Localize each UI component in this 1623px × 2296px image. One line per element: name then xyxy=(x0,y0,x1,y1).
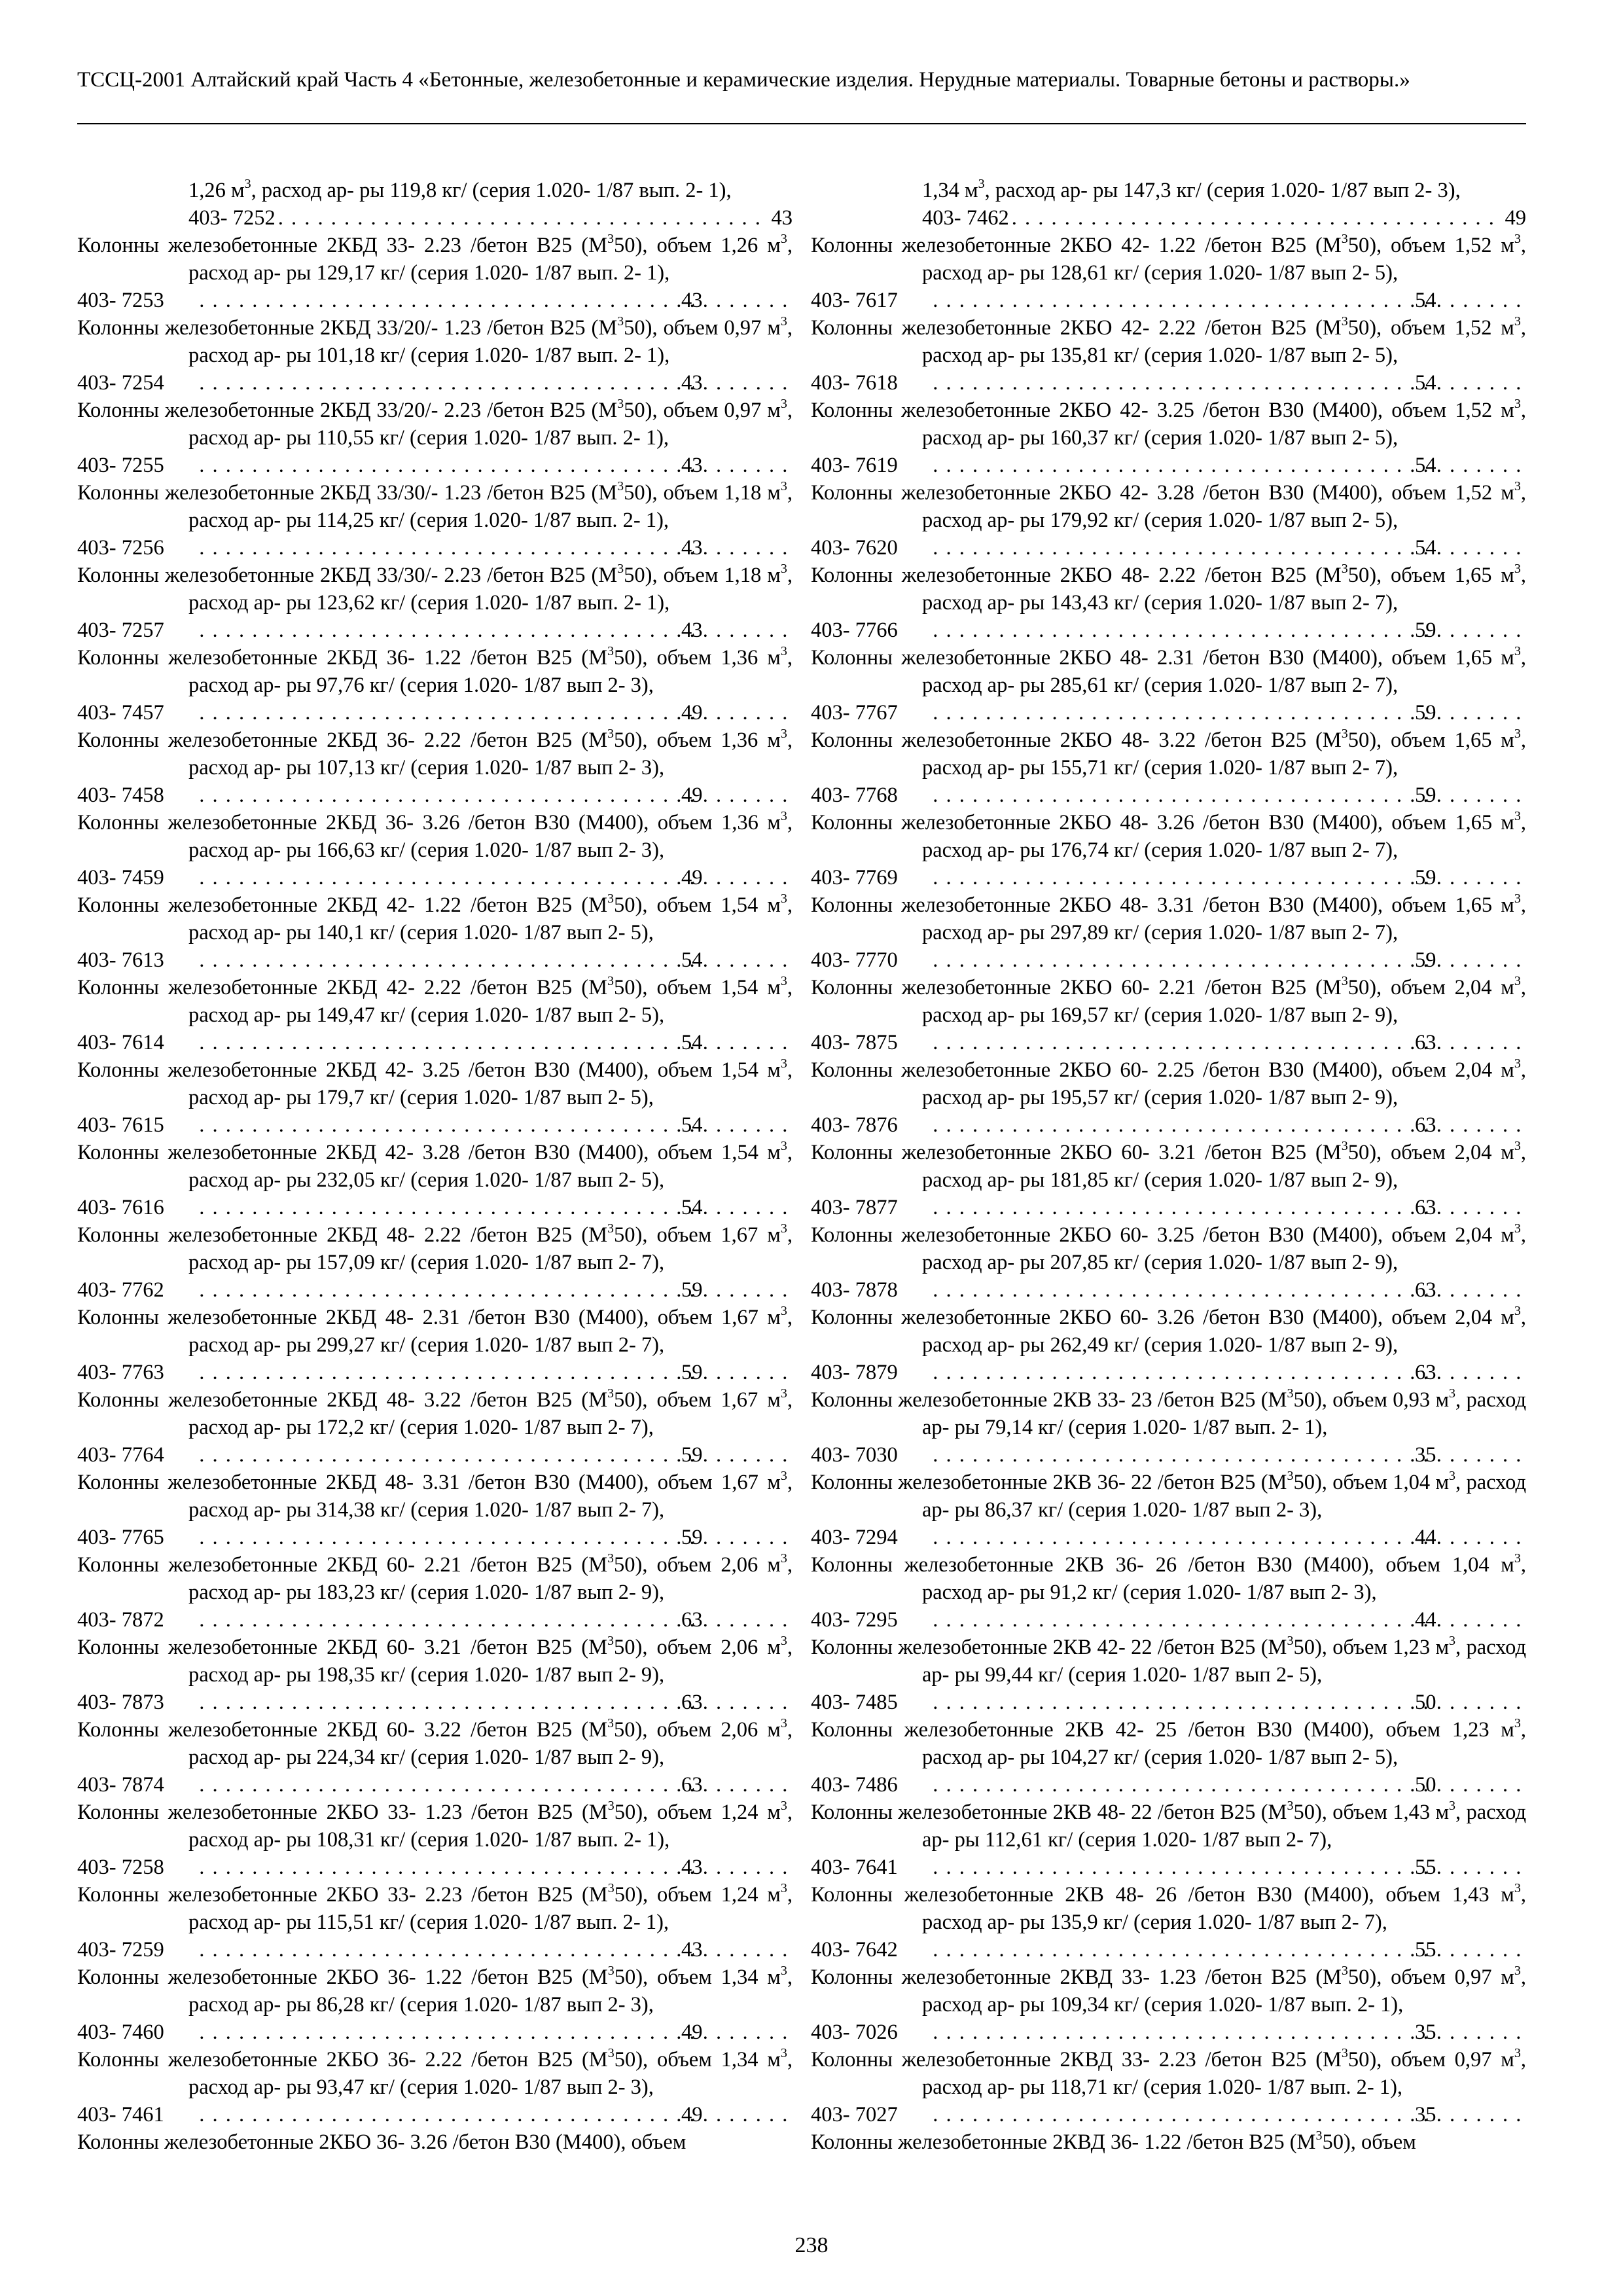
superscript: 3 xyxy=(1514,974,1521,988)
superscript: 3 xyxy=(607,1221,615,1236)
entry-text: Колонны железобетонные 2КБД 42- 3.28 /бетон В30 (М400), объем 1,54 $м^3$, расход ар- ры 232,05 кг/ (серия 1.020- 1/87 вып 2- 5), xyxy=(77,1139,793,1192)
superscript: 3 xyxy=(780,1551,787,1566)
entry-leader xyxy=(922,204,1526,232)
superscript: 3 xyxy=(1341,562,1348,576)
superscript: 3 xyxy=(1449,1634,1456,1648)
entry-leader xyxy=(188,204,793,232)
index-entry xyxy=(811,562,1526,644)
entry-leader: 403- 7295 . . . 44 xyxy=(922,1606,1526,1634)
entry-leader: 403- 7458 . . . 49 xyxy=(188,781,793,809)
index-entry xyxy=(77,232,793,314)
index-entry xyxy=(77,1056,793,1139)
dot-leader xyxy=(1012,204,1503,232)
superscript: 3 xyxy=(780,479,787,493)
header-rule xyxy=(77,123,1526,124)
entry-leader: 403- 7874 . . . 63 xyxy=(188,1771,793,1799)
entry-text: Колонны железобетонные 2КБО 42- 1.22 /бетон В25 $(М^350)$, объем 1,52 $м^3$, расход ар- ры 128,61 кг/ (серия 1.020- 1/87 вып 2- 5), xyxy=(811,232,1526,285)
superscript: 3 xyxy=(617,479,624,493)
entry-leader: 403- 7460 . . . 49 xyxy=(188,2018,793,2046)
entry-leader: 403- 7254 . . . 43 xyxy=(188,369,793,397)
entry-text: Колонны железобетонные 2КБД 60- 2.21 /бетон В25 $(М^350)$, объем 2,06 $м^3$, расход ар- ры 183,23 кг/ (серия 1.020- 1/87 вып 2- 9), xyxy=(77,1551,793,1604)
entry-code: 403- 7252 xyxy=(188,206,276,230)
superscript: 3 xyxy=(780,397,787,411)
superscript: 3 xyxy=(780,1386,787,1401)
superscript: 3 xyxy=(780,1139,787,1153)
index-entry xyxy=(811,1716,1526,1799)
entry-text: Колонны железобетонные 2КВ 42- 22 /бетон В25 $(М^350)$, объем 1,23 $м^3$, расход ар- ры 99,44 кг/ (серия 1.020- 1/87 вып 2- 5), xyxy=(811,1634,1526,1687)
entry-text: Колонны железобетонные 2КБО 36- 3.26 /бетон В30 (М400), объем xyxy=(77,2130,687,2154)
entry-text: Колонны железобетонные 2КБД 33/30/- 1.23 /бетон В25 $(М^350)$, объем 1,18 $м^3$, расход ар- ры 114,25 кг/ (серия 1.020- 1/87 вып. 2- 1), xyxy=(77,479,793,532)
entry-text: Колонны железобетонные 2КВ 48- 26 /бетон В30 (М400), объем 1,43 $м^3$, расход ар- ры 135,9 кг/ (серия 1.020- 1/87 вып 2- 7), xyxy=(811,1881,1526,1934)
entry-leader: 403- 7879 . . . 63 xyxy=(922,1359,1526,1386)
page-header: ТССЦ-2001 Алтайский край Часть 4 «Бетонные, железобетонные и керамические изделия. Нерудные материалы. Товарные бетоны и растворы.» xyxy=(77,68,1410,92)
entry-leader: 403- 7769 . . . 59 xyxy=(922,864,1526,891)
superscript: 3 xyxy=(780,562,787,576)
index-entry xyxy=(811,232,1526,314)
superscript: 3 xyxy=(780,232,787,246)
entry-text: Колонны железобетонные 2КБД 42- 2.22 /бетон В25 $(М^350)$, объем 1,54 $м^3$, расход ар- ры 149,47 кг/ (серия 1.020- 1/87 вып 2- 5), xyxy=(77,974,793,1027)
index-entry xyxy=(811,1469,1526,1551)
entry-text: Колонны железобетонные 2КБО 42- 3.25 /бетон В30 (М400), объем 1,52 $м^3$, расход ар- ры 160,37 кг/ (серия 1.020- 1/87 вып 2- 5), xyxy=(811,397,1526,450)
index-entry xyxy=(77,479,793,562)
index-entry xyxy=(811,1304,1526,1386)
superscript: 3 xyxy=(617,562,624,576)
index-entry xyxy=(811,1056,1526,1139)
index-entry xyxy=(77,974,793,1056)
entry-leader: 403- 7259 . . . 43 xyxy=(188,1936,793,1964)
index-entry xyxy=(77,1551,793,1634)
entry-leader: 403- 7763 . . . 59 xyxy=(188,1359,793,1386)
index-entry xyxy=(77,1221,793,1304)
entry-leader: 403- 7767 . . . 59 xyxy=(922,699,1526,726)
superscript: 3 xyxy=(780,1469,787,1483)
entry-text: Колонны железобетонные 2КБД 48- 2.31 /бетон В30 (М400), объем 1,67 $м^3$, расход ар- ры 299,27 кг/ (серия 1.020- 1/87 вып 2- 7), xyxy=(77,1304,793,1357)
superscript: 3 xyxy=(607,1386,615,1401)
entry-leader: 403- 7614 . . . 54 xyxy=(188,1029,793,1056)
entry-page: 43 xyxy=(771,206,793,230)
index-entry xyxy=(811,1964,1526,2046)
entry-text: Колонны железобетонные 2КБО 48- 3.31 /бетон В30 (М400), объем 1,65 $м^3$, расход ар- ры 297,89 кг/ (серия 1.020- 1/87 вып 2- 7), xyxy=(811,891,1526,944)
superscript: 3 xyxy=(1287,1799,1294,1813)
entry-text: Колонны железобетонные 2КБО 42- 2.22 /бетон В25 $(М^350)$, объем 1,52 $м^3$, расход ар- ры 135,81 кг/ (серия 1.020- 1/87 вып 2- 5), xyxy=(811,314,1526,367)
superscript: 3 xyxy=(780,1221,787,1236)
entry-text: Колонны железобетонные 2КБД 33/20/- 1.23 /бетон В25 $(М^350)$, объем 0,97 $м^3$, расход ар- ры 101,18 кг/ (серия 1.020- 1/87 вып. 2- 1), xyxy=(77,314,793,367)
index-entry-continued xyxy=(811,177,1526,232)
superscript: 3 xyxy=(1287,1386,1294,1401)
entry-leader: 403- 7619 . . . 54 xyxy=(922,452,1526,479)
superscript: 3 xyxy=(1514,397,1521,411)
entry-leader: 403- 7641 . . . 55 xyxy=(922,1854,1526,1881)
index-entry xyxy=(811,2128,1526,2156)
superscript: 3 xyxy=(1514,232,1521,246)
superscript: 3 xyxy=(1514,1304,1521,1318)
entry-text: Колонны железобетонные 2КБО 60- 2.25 /бетон В30 (М400), объем 2,04 $м^3$, расход ар- ры 195,57 кг/ (серия 1.020- 1/87 вып 2- 9), xyxy=(811,1056,1526,1109)
superscript: 3 xyxy=(780,1799,787,1813)
superscript: 3 xyxy=(780,1964,787,1978)
superscript: 3 xyxy=(607,1881,615,1895)
superscript: 3 xyxy=(1514,891,1521,906)
entry-text: Колонны железобетонные 2КБД 33/20/- 2.23 /бетон В25 $(М^350)$, объем 0,97 $м^3$, расход ар- ры 110,55 кг/ (серия 1.020- 1/87 вып. 2- 1), xyxy=(77,397,793,450)
entry-text: Колонны железобетонные 2КБО 48- 2.22 /бетон В25 $(М^350)$, объем 1,65 $м^3$, расход ар- ры 143,43 кг/ (серия 1.020- 1/87 вып 2- 7), xyxy=(811,562,1526,615)
superscript: 3 xyxy=(607,644,615,658)
entry-leader: 403- 7294 . . . 44 xyxy=(922,1524,1526,1551)
index-entry xyxy=(77,644,793,726)
entry-leader: 403- 7642 . . . 55 xyxy=(922,1936,1526,1964)
superscript: 3 xyxy=(607,974,615,988)
entry-text: Колонны железобетонные 2КБО 60- 3.25 /бетон В30 (М400), объем 2,04 $м^3$, расход ар- ры 207,85 кг/ (серия 1.020- 1/87 вып 2- 9), xyxy=(811,1221,1526,1274)
index-entry xyxy=(77,1139,793,1221)
entry-text: Колонны железобетонные 2КБО 60- 3.21 /бетон В25 $(М^350)$, объем 2,04 $м^3$, расход ар- ры 181,85 кг/ (серия 1.020- 1/87 вып 2- 9), xyxy=(811,1139,1526,1192)
superscript: 3 xyxy=(1341,232,1348,246)
index-entry xyxy=(77,809,793,891)
index-entry xyxy=(811,644,1526,726)
dot-leader xyxy=(278,204,769,232)
entry-text: 1,26 $м^3$, расход ар- ры 119,8 кг/ (серия 1.020- 1/87 вып. 2- 1), xyxy=(188,177,732,202)
superscript: 3 xyxy=(617,397,624,411)
superscript: 3 xyxy=(780,1056,787,1071)
entry-text: Колонны железобетонные 2КБО 48- 3.22 /бетон В25 $(М^350)$, объем 1,65 $м^3$, расход ар- ры 155,71 кг/ (серия 1.020- 1/87 вып 2- 7), xyxy=(811,726,1526,780)
superscript: 3 xyxy=(1341,1964,1348,1978)
entry-leader: 403- 7257 . . . 43 xyxy=(188,617,793,644)
entry-leader: 403- 7766 . . . 59 xyxy=(922,617,1526,644)
superscript: 3 xyxy=(1315,2128,1323,2143)
entry-text: Колонны железобетонные 2КБД 60- 3.22 /бетон В25 $(М^350)$, объем 2,06 $м^3$, расход ар- ры 224,34 кг/ (серия 1.020- 1/87 вып 2- 9), xyxy=(77,1716,793,1769)
entry-text: Колонны железобетонные 2КВ 42- 25 /бетон В30 (М400), объем 1,23 $м^3$, расход ар- ры 104,27 кг/ (серия 1.020- 1/87 вып 2- 5), xyxy=(811,1716,1526,1769)
entry-text: 1,34 $м^3$, расход ар- ры 147,3 кг/ (серия 1.020- 1/87 вып 2- 3), xyxy=(922,177,1461,202)
entry-leader: 403- 7027 . . . 35 xyxy=(922,2101,1526,2128)
entry-leader: 403- 7617 . . . 54 xyxy=(922,287,1526,314)
index-entry xyxy=(77,891,793,974)
entry-text: Колонны железобетонные 2КБО 36- 2.22 /бетон В25 $(М^350)$, объем 1,34 $м^3$, расход ар- ры 93,47 кг/ (серия 1.020- 1/87 вып 2- 3), xyxy=(77,2046,793,2099)
superscript: 3 xyxy=(607,1716,615,1731)
entry-text: Колонны железобетонные 2КБД 42- 1.22 /бетон В25 $(М^350)$, объем 1,54 $м^3$, расход ар- ры 140,1 кг/ (серия 1.020- 1/87 вып 2- 5), xyxy=(77,891,793,944)
entry-text: Колонны железобетонные 2КВД 33- 2.23 /бетон В25 $(М^350)$, объем 0,97 $м^3$, расход ар- ры 118,71 кг/ (серия 1.020- 1/87 вып. 2- 1), xyxy=(811,2046,1526,2099)
entry-text: Колонны железобетонные 2КБО 36- 1.22 /бетон В25 $(М^350)$, объем 1,34 $м^3$, расход ар- ры 86,28 кг/ (серия 1.020- 1/87 вып 2- 3), xyxy=(77,1964,793,2017)
superscript: 3 xyxy=(1514,2046,1521,2060)
entry-leader: 403- 7876 . . . 63 xyxy=(922,1111,1526,1139)
entry-leader: 403- 7613 . . . 54 xyxy=(188,946,793,974)
superscript: 3 xyxy=(780,314,787,329)
superscript: 3 xyxy=(780,1716,787,1731)
entry-text: Колонны железобетонные 2КВ 48- 22 /бетон В25 $(М^350)$, объем 1,43 $м^3$, расход ар- ры 112,61 кг/ (серия 1.020- 1/87 вып 2- 7), xyxy=(811,1799,1526,1852)
superscript: 3 xyxy=(1514,562,1521,576)
superscript: 3 xyxy=(244,177,251,191)
entry-leader: 403- 7618 . . . 54 xyxy=(922,369,1526,397)
superscript: 3 xyxy=(780,2046,787,2060)
superscript: 3 xyxy=(780,726,787,741)
index-entry xyxy=(77,1716,793,1799)
entry-text: Колонны железобетонные 2КБД 36- 3.26 /бетон В30 (М400), объем 1,36 $м^3$, расход ар- ры 166,63 кг/ (серия 1.020- 1/87 вып 2- 3), xyxy=(77,809,793,862)
page-number: 238 xyxy=(794,2233,829,2257)
entry-page: 49 xyxy=(1505,206,1526,230)
entry-leader: 403- 7875 . . . 63 xyxy=(922,1029,1526,1056)
entry-text: Колонны железобетонные 2КБД 48- 3.22 /бетон В25 $(М^350)$, объем 1,67 $м^3$, расход ар- ры 172,2 кг/ (серия 1.020- 1/87 вып 2- 7), xyxy=(77,1386,793,1439)
entry-text: Колонны железобетонные 2КБД 33- 2.23 /бетон В25 $(М^350)$, объем 1,26 $м^3$, расход ар- ры 129,17 кг/ (серия 1.020- 1/87 вып. 2- 1), xyxy=(77,232,793,285)
superscript: 3 xyxy=(1341,2046,1348,2060)
superscript: 3 xyxy=(1514,809,1521,823)
superscript: 3 xyxy=(1514,1716,1521,1731)
superscript: 3 xyxy=(607,1964,615,1978)
entry-leader: 403- 7768 . . . 59 xyxy=(922,781,1526,809)
entry-leader: 403- 7764 . . . 59 xyxy=(188,1441,793,1469)
superscript: 3 xyxy=(1514,479,1521,493)
superscript: 3 xyxy=(607,726,615,741)
superscript: 3 xyxy=(780,1881,787,1895)
superscript: 3 xyxy=(1514,314,1521,329)
entry-leader: 403- 7765 . . . 59 xyxy=(188,1524,793,1551)
superscript: 3 xyxy=(1449,1799,1456,1813)
entry-text: Колонны железобетонные 2КБО 42- 3.28 /бетон В30 (М400), объем 1,52 $м^3$, расход ар- ры 179,92 кг/ (серия 1.020- 1/87 вып 2- 5), xyxy=(811,479,1526,532)
superscript: 3 xyxy=(607,232,615,246)
index-entry xyxy=(811,1799,1526,1881)
entry-leader: 403- 7762 . . . 59 xyxy=(188,1276,793,1304)
superscript: 3 xyxy=(607,1551,615,1566)
entry-text: Колонны железобетонные 2КВ 36- 26 /бетон В30 (М400), объем 1,04 $м^3$, расход ар- ры 91,2 кг/ (серия 1.020- 1/87 вып 2- 3), xyxy=(811,1551,1526,1604)
entry-text: Колонны железобетонные 2КБД 36- 2.22 /бетон В25 $(М^350)$, объем 1,36 $м^3$, расход ар- ры 107,13 кг/ (серия 1.020- 1/87 вып 2- 3), xyxy=(77,726,793,780)
index-entry xyxy=(77,1469,793,1551)
index-entry xyxy=(811,1139,1526,1221)
entry-leader: 403- 7770 . . . 59 xyxy=(922,946,1526,974)
index-column-right xyxy=(811,177,1526,2156)
superscript: 3 xyxy=(1341,314,1348,329)
entry-text: Колонны железобетонные 2КБО 48- 3.26 /бетон В30 (М400), объем 1,65 $м^3$, расход ар- ры 176,74 кг/ (серия 1.020- 1/87 вып 2- 7), xyxy=(811,809,1526,862)
entry-leader: 403- 7872 . . . 63 xyxy=(188,1606,793,1634)
superscript: 3 xyxy=(1514,1551,1521,1566)
index-entry xyxy=(811,726,1526,809)
index-entry xyxy=(77,1386,793,1469)
index-entry xyxy=(77,562,793,644)
superscript: 3 xyxy=(607,1634,615,1648)
entry-text: Колонны железобетонные 2КБД 60- 3.21 /бетон В25 $(М^350)$, объем 2,06 $м^3$, расход ар- ры 198,35 кг/ (серия 1.020- 1/87 вып 2- 9), xyxy=(77,1634,793,1687)
entry-text: Колонны железобетонные 2КБД 48- 3.31 /бетон В30 (М400), объем 1,67 $м^3$, расход ар- ры 314,38 кг/ (серия 1.020- 1/87 вып 2- 7), xyxy=(77,1469,793,1522)
index-entry xyxy=(811,809,1526,891)
superscript: 3 xyxy=(1341,974,1348,988)
entry-text: Колонны железобетонные 2КБО 60- 2.21 /бетон В25 $(М^350)$, объем 2,04 $м^3$, расход ар- ры 169,57 кг/ (серия 1.020- 1/87 вып 2- 9), xyxy=(811,974,1526,1027)
entry-text: Колонны железобетонные 2КБО 33- 2.23 /бетон В25 $(М^350)$, объем 1,24 $м^3$, расход ар- ры 115,51 кг/ (серия 1.020- 1/87 вып. 2- 1), xyxy=(77,1881,793,1934)
entry-leader: 403- 7485 . . . 50 xyxy=(922,1689,1526,1716)
superscript: 3 xyxy=(1341,1139,1348,1153)
entry-text: Колонны железобетонные 2КВ 33- 23 /бетон В25 $(М^350)$, объем 0,93 $м^3$, расход ар- ры 79,14 кг/ (серия 1.020- 1/87 вып. 2- 1), xyxy=(811,1386,1526,1439)
index-entry xyxy=(811,1634,1526,1716)
entry-text: Колонны железобетонные 2КБД 36- 1.22 /бетон В25 $(М^350)$, объем 1,36 $м^3$, расход ар- ры 97,76 кг/ (серия 1.020- 1/87 вып 2- 3), xyxy=(77,644,793,697)
superscript: 3 xyxy=(1449,1469,1456,1483)
index-entry xyxy=(77,314,793,397)
index-entry xyxy=(77,1634,793,1716)
index-entry xyxy=(77,1881,793,1964)
entry-leader: 403- 7256 . . . 43 xyxy=(188,534,793,562)
index-entry xyxy=(811,974,1526,1056)
entry-leader: 403- 7877 . . . 63 xyxy=(922,1194,1526,1221)
superscript: 3 xyxy=(1514,1056,1521,1071)
entry-text: Колонны железобетонные 2КБО 60- 3.26 /бетон В30 (М400), объем 2,04 $м^3$, расход ар- ры 262,49 кг/ (серия 1.020- 1/87 вып 2- 9), xyxy=(811,1304,1526,1357)
entry-leader: 403- 7258 . . . 43 xyxy=(188,1854,793,1881)
entry-text: Колонны железобетонные 2КБО 33- 1.23 /бетон В25 $(М^350)$, объем 1,24 $м^3$, расход ар- ры 108,31 кг/ (серия 1.020- 1/87 вып. 2- 1), xyxy=(77,1799,793,1852)
index-entry xyxy=(77,2046,793,2128)
entry-leader: 403- 7615 . . . 54 xyxy=(188,1111,793,1139)
index-entry xyxy=(77,2128,793,2156)
entry-leader: 403- 7873 . . . 63 xyxy=(188,1689,793,1716)
superscript: 3 xyxy=(1341,726,1348,741)
superscript: 3 xyxy=(607,891,615,906)
index-entry xyxy=(77,397,793,479)
index-entry xyxy=(811,1221,1526,1304)
entry-leader: 403- 7620 . . . 54 xyxy=(922,534,1526,562)
superscript: 3 xyxy=(780,1634,787,1648)
superscript: 3 xyxy=(607,1799,615,1813)
entry-leader: 403- 7030 . . . 35 xyxy=(922,1441,1526,1469)
entry-text: Колонны железобетонные 2КВ 36- 22 /бетон В25 $(М^350)$, объем 1,04 $м^3$, расход ар- ры 86,37 кг/ (серия 1.020- 1/87 вып 2- 3), xyxy=(811,1469,1526,1522)
index-entry xyxy=(811,1551,1526,1634)
index-entry xyxy=(77,726,793,809)
entry-text: Колонны железобетонные 2КБД 33/30/- 2.23 /бетон В25 $(М^350)$, объем 1,18 $м^3$, расход ар- ры 123,62 кг/ (серия 1.020- 1/87 вып. 2- 1), xyxy=(77,562,793,615)
index-entry xyxy=(811,479,1526,562)
entry-text: Колонны железобетонные 2КБО 48- 2.31 /бетон В30 (М400), объем 1,65 $м^3$, расход ар- ры 285,61 кг/ (серия 1.020- 1/87 вып 2- 7), xyxy=(811,644,1526,697)
superscript: 3 xyxy=(607,2046,615,2060)
superscript: 3 xyxy=(1514,644,1521,658)
entry-leader: 403- 7253 . . . 43 xyxy=(188,287,793,314)
entry-leader: 403- 7616 . . . 54 xyxy=(188,1194,793,1221)
superscript: 3 xyxy=(1514,1964,1521,1978)
superscript: 3 xyxy=(780,974,787,988)
superscript: 3 xyxy=(617,314,624,329)
index-entry xyxy=(77,1964,793,2046)
superscript: 3 xyxy=(780,644,787,658)
index-column-left xyxy=(77,177,793,2156)
superscript: 3 xyxy=(978,177,985,191)
index-entry xyxy=(811,397,1526,479)
superscript: 3 xyxy=(1514,1881,1521,1895)
superscript: 3 xyxy=(1514,1139,1521,1153)
index-entry xyxy=(811,891,1526,974)
superscript: 3 xyxy=(1514,1221,1521,1236)
entry-text: Колонны железобетонные 2КВД 33- 1.23 /бетон В25 $(М^350)$, объем 0,97 $м^3$, расход ар- ры 109,34 кг/ (серия 1.020- 1/87 вып. 2- 1), xyxy=(811,1964,1526,2017)
index-entry xyxy=(77,1799,793,1881)
index-entry xyxy=(811,2046,1526,2128)
superscript: 3 xyxy=(780,891,787,906)
superscript: 3 xyxy=(1287,1469,1294,1483)
superscript: 3 xyxy=(1287,1634,1294,1648)
superscript: 3 xyxy=(1449,1386,1456,1401)
index-entry xyxy=(811,1386,1526,1469)
entry-leader: 403- 7026 . . . 35 xyxy=(922,2018,1526,2046)
entry-leader: 403- 7459 . . . 49 xyxy=(188,864,793,891)
entry-leader: 403- 7878 . . . 63 xyxy=(922,1276,1526,1304)
entry-leader: 403- 7461 . . . 49 xyxy=(188,2101,793,2128)
entry-leader: 403- 7255 . . . 43 xyxy=(188,452,793,479)
entry-text: Колонны железобетонные 2КБД 48- 2.22 /бетон В25 $(М^350)$, объем 1,67 $м^3$, расход ар- ры 157,09 кг/ (серия 1.020- 1/87 вып 2- 7), xyxy=(77,1221,793,1274)
entry-leader: 403- 7486 . . . 50 xyxy=(922,1771,1526,1799)
index-entry xyxy=(811,314,1526,397)
superscript: 3 xyxy=(780,1304,787,1318)
index-entry xyxy=(811,1881,1526,1964)
superscript: 3 xyxy=(780,809,787,823)
entry-text: Колонны железобетонные 2КБД 42- 3.25 /бетон В30 (М400), объем 1,54 $м^3$, расход ар- ры 179,7 кг/ (серия 1.020- 1/87 вып 2- 5), xyxy=(77,1056,793,1109)
entry-text: Колонны железобетонные 2КВД 36- 1.22 /бетон В25 $(М^350)$, объем xyxy=(811,2128,1416,2154)
index-entry-continued xyxy=(77,177,793,232)
superscript: 3 xyxy=(1514,726,1521,741)
entry-leader: 403- 7457 . . . 49 xyxy=(188,699,793,726)
entry-code: 403- 7462 xyxy=(922,206,1009,230)
index-entry xyxy=(77,1304,793,1386)
